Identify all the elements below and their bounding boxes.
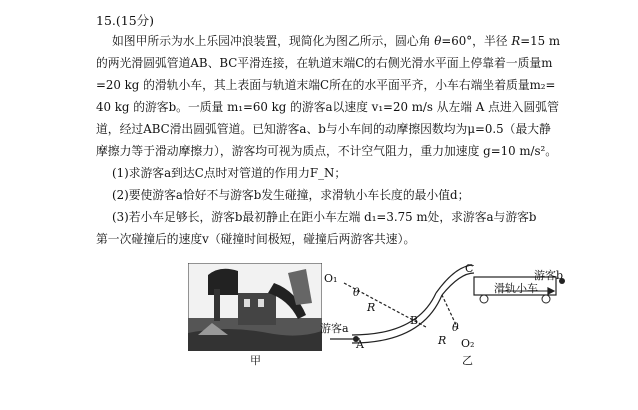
- label-r: R: [367, 301, 376, 314]
- cart-wheel-left: [480, 295, 488, 303]
- label-c: C: [465, 262, 474, 275]
- problem-line-6: 摩擦力等于滑动摩擦力），游客均可视为质点，不计空气阻力，重力加速度 g=10 m/s²。: [96, 144, 558, 158]
- label-b: B: [410, 314, 419, 327]
- problem-line-3: =20 kg 的滑轨小车，其上表面与轨道末端C所在的水平面平齐，小车右端坐着质量m₂=: [96, 78, 556, 92]
- label-guest-a: 游客a: [320, 322, 349, 335]
- question-1: (1)求游客a到达C点时对管道的作用力F_N；: [112, 166, 347, 180]
- question-3-cont: 第一次碰撞后的速度v（碰撞时间极短，碰撞后两游客共速）。: [96, 232, 416, 246]
- photo-label: 甲: [250, 354, 261, 367]
- cart-wheel-right: [542, 295, 550, 303]
- problem-line-2: 的两光滑圆弧管道AB、BC平滑连接，在轨道末端C的右侧光滑水平面上停靠着一质量m: [96, 56, 553, 70]
- label-r-2: R: [438, 334, 447, 347]
- diagram-label: 乙: [462, 354, 473, 367]
- arc-bc-outer: [442, 273, 474, 295]
- question-2: (2)要使游客a恰好不与游客b发生碰撞，求滑轨小车长度的最小值d；: [112, 188, 470, 202]
- problem-line-4: 40 kg 的游客b。一质量 m₁=60 kg 的游客a以速度 v₁=20 m/s 从左端 A 点进入圆弧管: [96, 100, 559, 114]
- problem-line-1: 如图甲所示为水上乐园冲浪装置，现简化为图乙所示，圆心角 θ=60°，半径 R=15 m: [112, 34, 561, 48]
- label-theta-2: θ: [452, 321, 459, 334]
- label-a: A: [356, 338, 364, 351]
- label-o1: O₁: [324, 272, 338, 285]
- arc-ab-outer: [352, 295, 442, 343]
- label-guest-b: 游客b: [534, 269, 564, 282]
- label-theta: θ: [353, 286, 360, 299]
- water-park-photo: [188, 263, 322, 351]
- problem-line-5: 道，经过ABC滑出圆弧管道。已知游客a、b与小车间的动摩擦因数均为μ=0.5（最大静: [96, 122, 551, 136]
- question-3: (3)若小车足够长，游客b最初静止在距小车左端 d₁=3.75 m处，求游客a与游客b: [112, 210, 537, 224]
- label-cart: 滑轨小车: [494, 282, 538, 295]
- label-o2: O₂: [461, 337, 475, 350]
- problem-title: 15.(15分): [96, 13, 155, 28]
- arc-ab-inner: [352, 293, 436, 335]
